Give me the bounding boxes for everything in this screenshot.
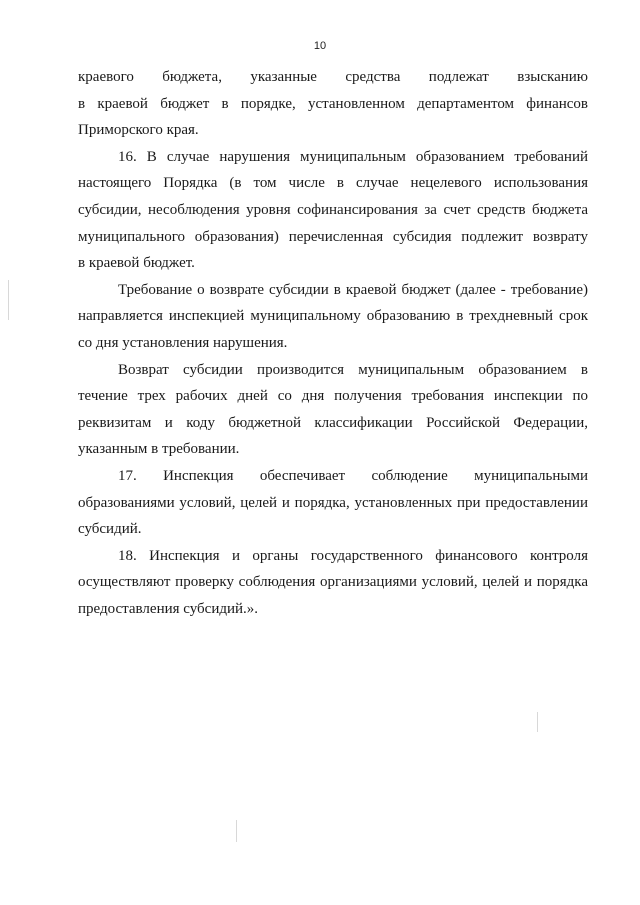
paragraph-continuation	[78, 64, 588, 144]
text-line: в краевой бюджет в порядке, установленном департаментом финансов	[78, 95, 588, 112]
text-line: Требование о возврате субсидии в краевой бюджет (далее - требование)	[118, 281, 588, 298]
text-line: муниципального образования) перечисленная субсидия подлежит возврату	[78, 228, 588, 245]
text-line: 17. Инспекция обеспечивает соблюдение муниципальными	[118, 467, 588, 484]
text-line: настоящего Порядка (в том числе в случае нецелевого использования	[78, 175, 588, 192]
text-line: субсидий.	[78, 521, 142, 538]
text-line: 18. Инспекция и органы государственного финансового контроля	[118, 547, 588, 564]
paragraph-requirement	[78, 277, 588, 357]
text-line: 16. В случае нарушения муниципальным образованием требований	[118, 148, 588, 165]
text-line: течение трех рабочих дней со дня получения требования инспекции по	[78, 388, 588, 405]
text-line: краевого бюджета, указанные средства подлежат взысканию	[78, 69, 588, 85]
text-line: предоставления субсидий.».	[78, 600, 259, 617]
text-line: Приморского края.	[78, 122, 199, 139]
text-line: осуществляют проверку соблюдения организациями условий, целей и порядка	[78, 574, 588, 591]
text-line: образованиями условий, целей и порядка, установленных при предоставлении	[78, 494, 588, 511]
text-line: реквизитам и коду бюджетной классификации Российской Федерации,	[78, 414, 588, 431]
paragraph-item-18	[78, 543, 588, 623]
text-line: Возврат субсидии производится муниципальным образованием в	[118, 361, 588, 378]
text-line: направляется инспекцией муниципальному образованию в трехдневный срок	[78, 308, 588, 325]
paragraph-item-16	[78, 144, 588, 277]
text-line: со дня установления нарушения.	[78, 334, 288, 351]
paragraph-item-17	[78, 463, 588, 543]
page-number: 10	[313, 40, 327, 52]
text-line: в краевой бюджет.	[78, 255, 195, 272]
paragraph-return	[78, 357, 588, 463]
scan-artifact	[537, 712, 538, 732]
scan-artifact	[8, 280, 9, 320]
scan-artifact	[236, 820, 237, 842]
text-line: субсидии, несоблюдения уровня софинансирования за счет средств бюджета	[78, 201, 588, 218]
document-body	[78, 64, 588, 622]
text-line: указанным в требовании.	[78, 441, 240, 458]
